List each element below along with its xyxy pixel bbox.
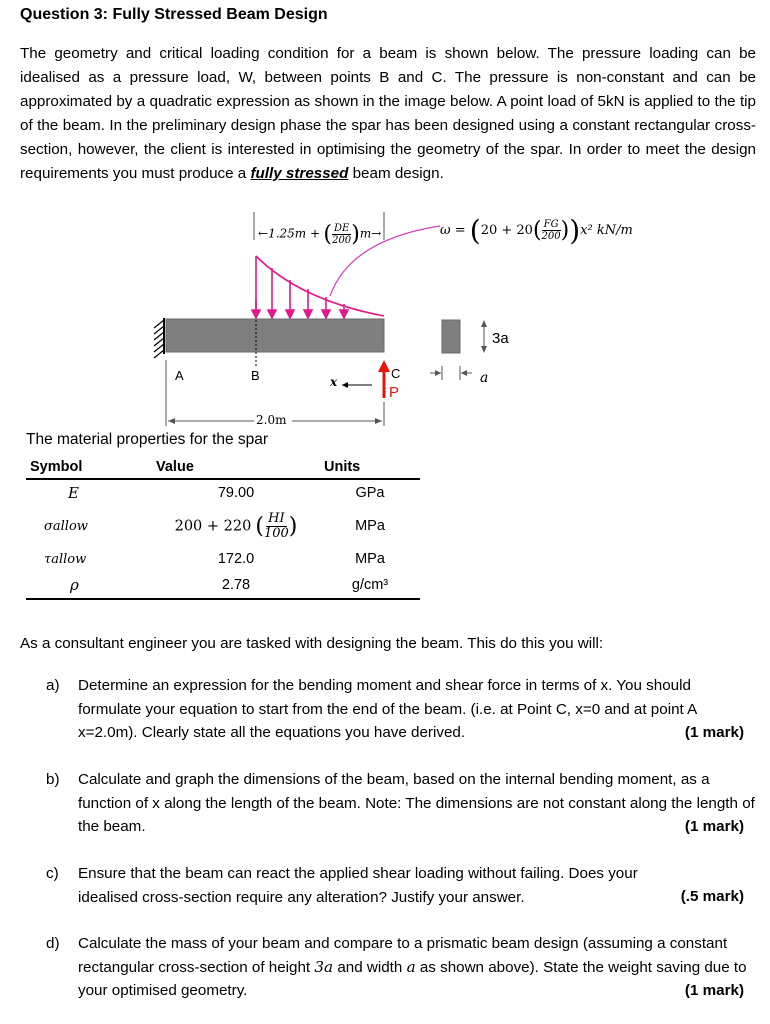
beam-diagram	[0, 0, 770, 440]
dim-arrow-right-icon	[375, 418, 382, 424]
question-letter: b)	[46, 771, 60, 788]
question-text: Calculate the mass of your beam and compare to a prismatic beam design (assuming a constant rectangular cross-section of height 3a and width a as shown above). State the weight saving due to your optimised geometry.	[78, 935, 747, 999]
width-label: a	[480, 370, 489, 386]
load-envelope	[256, 256, 384, 316]
intro-text-1: The geometry and critical loading condition for a beam is shown below. The pressure loading can be idealised as a pressure load, W, between points B and C. The pressure is non-constant and can be approximated by a quadratic expression as shown in the image below. A point load of 5kN is applied to the tip of the beam. In the preliminary design phase the spar has been designed using a constant rectangular cross-section, however, the client is interested in optimising the geometry of the spar. In order to meet the design requirements you must produce a	[20, 45, 756, 182]
question-marks: (1 mark)	[684, 818, 744, 835]
question-marks: (1 mark)	[684, 724, 744, 741]
question-title: Question 3: Fully Stressed Beam Design	[20, 6, 328, 23]
dim-arrow-left-icon	[168, 418, 175, 424]
fully-stressed-emphasis: fully stressed	[250, 165, 349, 182]
table-heading: The material properties for the spar	[26, 431, 269, 448]
intro-text-2: beam design.	[348, 165, 444, 182]
point-p-label: P	[389, 384, 400, 401]
height-arrow-up-icon	[481, 320, 487, 327]
header-value: Value	[152, 456, 320, 479]
wall-hatch	[154, 320, 164, 358]
properties-table	[26, 456, 420, 600]
x-arrow-icon	[342, 382, 348, 388]
dim-top-label: ←1.25m + ( $\frac{DE}{200}$ )m→	[258, 222, 382, 247]
question-marks: (.5 mark)	[680, 888, 744, 905]
question-letter: c)	[46, 865, 59, 882]
height-label: 3a	[492, 330, 509, 347]
question-c	[46, 862, 758, 909]
units-cell: GPa	[355, 485, 385, 501]
question-a	[46, 674, 758, 745]
question-b	[46, 768, 758, 839]
value-cell: 200 + 220 ( $\frac{HI}{100}$ )	[174, 510, 298, 541]
header-units: Units	[320, 456, 420, 479]
value-cell: 2.78	[152, 572, 320, 599]
point-c-label: C	[391, 366, 401, 381]
x-label: x	[330, 375, 338, 389]
question-d	[46, 932, 758, 1003]
symbol-cell: σallow	[44, 518, 88, 534]
point-a-label: A	[175, 368, 184, 383]
table-row	[26, 479, 420, 506]
consultant-intro: As a consultant engineer you are tasked with designing the beam. This do this you will:	[20, 635, 604, 652]
question-text: Determine an expression for the bending moment and shear force in terms of x. You should formulate your equation to start from the end of the beam. (i.e. at Point C, x=0 and at point A x=2.0m). Clearly state all the equations you have derived.	[78, 677, 697, 741]
symbol-cell: ρ	[26, 572, 152, 599]
question-text: Calculate and graph the dimensions of the beam, based on the internal bending moment, as a function of x along the length of the beam. Note: The dimensions are not constant along the length of the beam.	[78, 771, 755, 835]
symbol-cell: τallow	[44, 551, 87, 567]
units-cell: MPa	[355, 518, 385, 534]
height-arrow-down-icon	[481, 346, 487, 353]
width-arrow-right-icon	[461, 370, 467, 376]
beam	[166, 319, 384, 352]
header-symbol: Symbol	[26, 456, 152, 479]
question-letter: a)	[46, 677, 60, 694]
symbol-cell: E	[68, 484, 79, 502]
question-marks: (1 mark)	[684, 982, 744, 999]
load-arrows	[252, 268, 348, 318]
value-cell: 172.0	[217, 551, 255, 567]
table-row	[26, 546, 420, 572]
length-label: 2.0m	[256, 413, 287, 427]
point-b-label: B	[251, 368, 260, 383]
table-row	[26, 506, 420, 546]
question-letter: d)	[46, 935, 60, 952]
width-arrow-left-icon	[435, 370, 441, 376]
units-cell: MPa	[355, 551, 385, 567]
units-cell: g/cm³	[320, 572, 420, 599]
load-equation: ω = (20 + 20( $\frac{FG}{200}$ ))x² kN/m	[440, 214, 633, 247]
question-text: Ensure that the beam can react the applied shear loading without failing. Does your idealised cross-section require any alteration? Justify your answer.	[78, 865, 638, 906]
point-load-arrow-icon	[378, 360, 390, 372]
cross-section	[442, 320, 460, 353]
value-cell: 79.00	[217, 485, 255, 501]
table-row	[26, 572, 420, 599]
